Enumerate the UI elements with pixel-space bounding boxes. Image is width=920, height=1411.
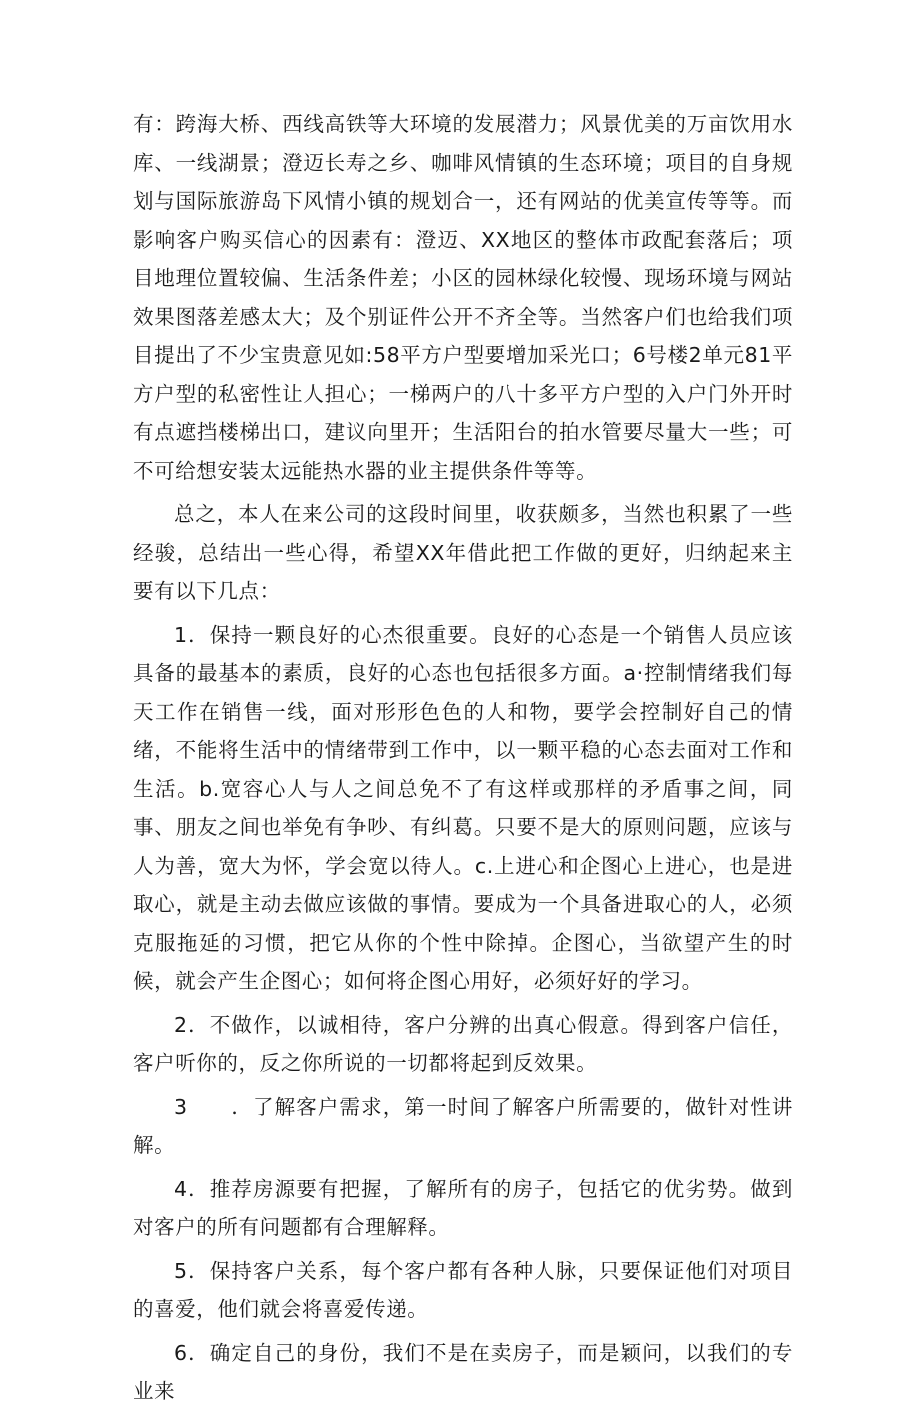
document-body (133, 105, 793, 1411)
paragraph-continuation: 有：跨海大桥、西线高铁等大环境的发展潜力；风景优美的万亩饮用水库、一线湖景；澄迈长寿之乡、咖啡风情镇的生态环境；项目的自身规划与国际旅游岛下风情小镇的规划合一，还有网站的优美宣传等等。而影响客户购买信心的因素有：澄迈、XX地区的整体市政配套落后；项目地理位置较偏、生活条件差；小区的园林绿化较慢、现场环境与网站效果图落差感太大；及个别证件公开不齐全等。当然客户们也给我们项目提出了不少宝贵意见如:58平方户型要增加采光口；6号楼2单元81平方户型的私密性让人担心；一梯两户的八十多平方户型的入户门外开时有点遮挡楼梯出口，建议向里开；生活阳台的拍水管要尽量大一些；可不可给想安装太远能热水器的业主提供条件等等。 (133, 112, 793, 483)
paragraph-point-2: 2．不做作，以诚相待，客户分辨的出真心假意。得到客户信任，客户听你的，反之你所说的一切都将起到反效果。 (133, 1012, 793, 1075)
paragraph-point-6: 6．确定自己的身份，我们不是在卖房子，而是颖问，以我们的专业来 (133, 1340, 793, 1403)
paragraph-point-5: 5．保持客户关系，每个客户都有各种人脉，只要保证他们对项目的喜爱，他们就会将喜爱传递。 (133, 1258, 793, 1321)
paragraph-point-4: 4．推荐房源要有把握，了解所有的房子，包括它的优劣势。做到对客户的所有问题都有合理解释。 (133, 1176, 793, 1239)
paragraph-point-1: 1．保持一颗良好的心杰很重要。良好的心态是一个销售人员应该具备的最基本的素质，良好的心态也包括很多方面。a·控制情绪我们每天工作在销售一线，面对形形色色的人和物，要学会控制好自己的情绪，不能将生活中的情绪带到工作中，以一颗平稳的心态去面对工作和生活。b.宽容心人与人之间总免不了有这样或那样的矛盾事之间，同事、朋友之间也举免有争吵、有纠葛。只要不是大的原则问题，应该与人为善，宽大为怀，学会宽以待人。c.上进心和企图心上进心，也是进取心，就是主动去做应该做的事情。要成为一个具备进取心的人，必须克服拖延的习惯，把它从你的个性中除掉。企图心，当欲望产生的时候，就会产生企图心；如何将企图心用好，必须好好的学习。 (133, 622, 793, 993)
paragraph-point-3: 3 ．了解客户需求，第一时间了解客户所需要的，做针对性讲解。 (133, 1094, 793, 1157)
paragraph-summary-intro: 总之，本人在来公司的这段时间里，收获颇多，当然也积累了一些经骏，总结出一些心得，希望XX年借此把工作做的更好，归纳起来主要有以下几点： (133, 502, 793, 603)
